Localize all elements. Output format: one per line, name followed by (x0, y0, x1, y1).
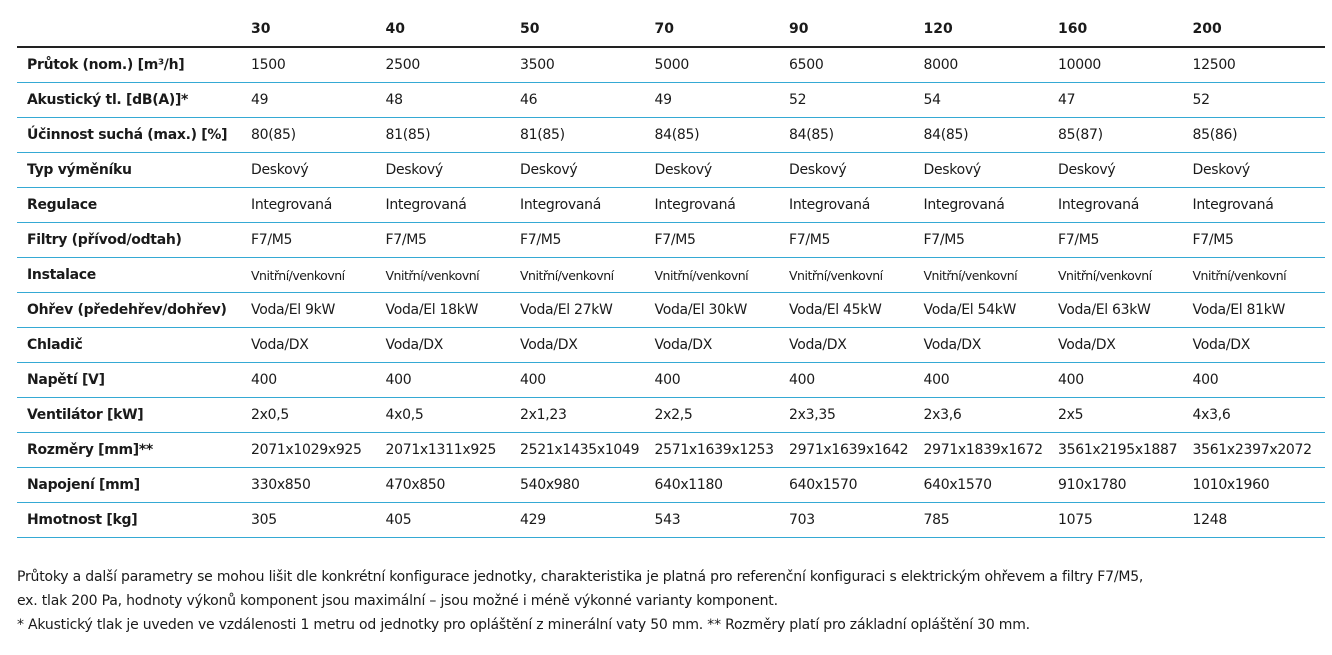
table-cell: F7/M5 (518, 223, 653, 258)
note-parameters-cont: ex. tlak 200 Pa, hodnoty výkonů komponent jsou maximální – jsou možné i méně výkonné varianty komponent. (17, 593, 778, 609)
table-cell: 5000 (653, 47, 788, 83)
table-cell: 6500 (787, 47, 922, 83)
row-label: Ventilátor [kW] (17, 398, 249, 433)
table-cell: Deskový (1056, 153, 1191, 188)
table-cell: 54 (922, 83, 1057, 118)
table-cell: F7/M5 (653, 223, 788, 258)
table-cell: 2x0,5 (249, 398, 384, 433)
column-header: 70 (653, 12, 788, 47)
table-cell: 305 (249, 503, 384, 538)
table-cell: Integrovaná (787, 188, 922, 223)
table-cell: 52 (787, 83, 922, 118)
table-row (17, 328, 1325, 363)
table-cell: 2500 (384, 47, 519, 83)
table-cell: 543 (653, 503, 788, 538)
table-cell: 785 (922, 503, 1057, 538)
table-cell: Voda/El 45kW (787, 293, 922, 328)
table-row (17, 188, 1325, 223)
table-row (17, 118, 1325, 153)
table-row (17, 223, 1325, 258)
table-cell: F7/M5 (787, 223, 922, 258)
table-cell: 47 (1056, 83, 1191, 118)
table-cell: 400 (787, 363, 922, 398)
table-cell: Vnitřní/venkovní (249, 258, 384, 293)
footnotes (17, 565, 1317, 637)
table-cell: Deskový (518, 153, 653, 188)
table-cell: Integrovaná (922, 188, 1057, 223)
table-cell: Vnitřní/venkovní (787, 258, 922, 293)
table-cell: Integrovaná (653, 188, 788, 223)
table-cell: 2971x1639x1642 (787, 433, 922, 468)
table-cell: 2071x1311x925 (384, 433, 519, 468)
table-cell: 429 (518, 503, 653, 538)
row-label: Průtok (nom.) [m³/h] (17, 47, 249, 83)
column-header: 50 (518, 12, 653, 47)
table-cell: Voda/DX (518, 328, 653, 363)
table-cell: Vnitřní/venkovní (518, 258, 653, 293)
table-cell: 405 (384, 503, 519, 538)
table-cell: 4x3,6 (1191, 398, 1326, 433)
column-header: 160 (1056, 12, 1191, 47)
row-label: Akustický tl. [dB(A)]* (17, 83, 249, 118)
table-cell: Voda/DX (384, 328, 519, 363)
table-cell: 400 (1056, 363, 1191, 398)
table-cell: 2071x1029x925 (249, 433, 384, 468)
column-header: 200 (1191, 12, 1326, 47)
table-cell: 2971x1839x1672 (922, 433, 1057, 468)
table-cell: Voda/DX (787, 328, 922, 363)
table-cell: 81(85) (518, 118, 653, 153)
table-cell: Voda/El 63kW (1056, 293, 1191, 328)
table-cell: Integrovaná (384, 188, 519, 223)
table-cell: 81(85) (384, 118, 519, 153)
table-cell: 2x3,35 (787, 398, 922, 433)
table-cell: 2x3,6 (922, 398, 1057, 433)
table-cell: Vnitřní/venkovní (1056, 258, 1191, 293)
table-cell: Voda/DX (653, 328, 788, 363)
table-cell: Voda/El 18kW (384, 293, 519, 328)
table-cell: 49 (653, 83, 788, 118)
table-cell: 1010x1960 (1191, 468, 1326, 503)
table-row (17, 468, 1325, 503)
table-cell: 2x2,5 (653, 398, 788, 433)
row-label: Napojení [mm] (17, 468, 249, 503)
header-corner (17, 12, 249, 47)
table-cell: Vnitřní/venkovní (384, 258, 519, 293)
table-cell: 400 (249, 363, 384, 398)
table-cell: Integrovaná (1191, 188, 1326, 223)
specification-table (17, 12, 1325, 538)
table-cell: 10000 (1056, 47, 1191, 83)
table-cell: 330x850 (249, 468, 384, 503)
row-label: Filtry (přívod/odtah) (17, 223, 249, 258)
table-cell: Vnitřní/venkovní (1191, 258, 1326, 293)
table-cell: 46 (518, 83, 653, 118)
note-acoustic-dimensions: * Akustický tlak je uveden ve vzdálenosti 1 metru od jednotky pro opláštění z minerální vaty 50 mm. ** Rozměry platí pro základní opláštění 30 mm. (17, 617, 1030, 633)
table-cell: Deskový (249, 153, 384, 188)
column-header: 40 (384, 12, 519, 47)
table-cell: F7/M5 (384, 223, 519, 258)
table-cell: Voda/El 54kW (922, 293, 1057, 328)
table-cell: Deskový (384, 153, 519, 188)
table-cell: 400 (922, 363, 1057, 398)
table-cell: Deskový (922, 153, 1057, 188)
table-cell: 2521x1435x1049 (518, 433, 653, 468)
table-cell: Voda/DX (922, 328, 1057, 363)
table-cell: 85(87) (1056, 118, 1191, 153)
row-label: Regulace (17, 188, 249, 223)
table-cell: 80(85) (249, 118, 384, 153)
row-label: Ohřev (předehřev/dohřev) (17, 293, 249, 328)
table-cell: 1248 (1191, 503, 1326, 538)
table-cell: 703 (787, 503, 922, 538)
table-cell: Deskový (653, 153, 788, 188)
table-cell: Integrovaná (249, 188, 384, 223)
table-cell: Deskový (787, 153, 922, 188)
table-cell: F7/M5 (1056, 223, 1191, 258)
table-cell: F7/M5 (1191, 223, 1326, 258)
table-cell: 400 (653, 363, 788, 398)
table-row (17, 293, 1325, 328)
table-row (17, 258, 1325, 293)
table-cell: 540x980 (518, 468, 653, 503)
table-cell: 910x1780 (1056, 468, 1191, 503)
table-cell: 400 (384, 363, 519, 398)
table-cell: Vnitřní/venkovní (922, 258, 1057, 293)
table-cell: 12500 (1191, 47, 1326, 83)
table-cell: 640x1570 (922, 468, 1057, 503)
table-cell: 2x1,23 (518, 398, 653, 433)
table-cell: 3561x2195x1887 (1056, 433, 1191, 468)
table-cell: 84(85) (922, 118, 1057, 153)
table-cell: Voda/El 30kW (653, 293, 788, 328)
header-row (17, 12, 1325, 47)
table-cell: 84(85) (787, 118, 922, 153)
table-cell: Voda/DX (1056, 328, 1191, 363)
column-header: 90 (787, 12, 922, 47)
table-row (17, 153, 1325, 188)
table-cell: Integrovaná (518, 188, 653, 223)
table-cell: 4x0,5 (384, 398, 519, 433)
row-label: Typ výměníku (17, 153, 249, 188)
table-cell: 3500 (518, 47, 653, 83)
table-cell: Integrovaná (1056, 188, 1191, 223)
note-parameters: Průtoky a další parametry se mohou lišit dle konkrétní konfigurace jednotky, charakteristika je platná pro referenční konfiguraci s elektrickým ohřevem a filtry F7/M5, (17, 569, 1144, 585)
table-cell: 640x1570 (787, 468, 922, 503)
table-cell: 2571x1639x1253 (653, 433, 788, 468)
row-label: Chladič (17, 328, 249, 363)
table-cell: 8000 (922, 47, 1057, 83)
table-cell: 400 (1191, 363, 1326, 398)
table-row (17, 83, 1325, 118)
table-cell: F7/M5 (922, 223, 1057, 258)
table-row (17, 363, 1325, 398)
column-header: 120 (922, 12, 1057, 47)
table-cell: 85(86) (1191, 118, 1326, 153)
row-label: Účinnost suchá (max.) [%] (17, 118, 249, 153)
column-header: 30 (249, 12, 384, 47)
table-cell: Voda/DX (1191, 328, 1326, 363)
row-label: Instalace (17, 258, 249, 293)
table-cell: 1075 (1056, 503, 1191, 538)
row-label: Hmotnost [kg] (17, 503, 249, 538)
table-cell: Vnitřní/venkovní (653, 258, 788, 293)
table-cell: Voda/El 27kW (518, 293, 653, 328)
table-cell: 400 (518, 363, 653, 398)
row-label: Napětí [V] (17, 363, 249, 398)
table-row (17, 398, 1325, 433)
table-cell: F7/M5 (249, 223, 384, 258)
table-cell: 640x1180 (653, 468, 788, 503)
table-row (17, 47, 1325, 83)
table-cell: Voda/El 9kW (249, 293, 384, 328)
table-body (17, 47, 1325, 538)
row-label: Rozměry [mm]** (17, 433, 249, 468)
table-cell: 1500 (249, 47, 384, 83)
table-cell: Voda/El 81kW (1191, 293, 1326, 328)
table-cell: Deskový (1191, 153, 1326, 188)
table-cell: Voda/DX (249, 328, 384, 363)
table-cell: 48 (384, 83, 519, 118)
table-cell: 84(85) (653, 118, 788, 153)
table-cell: 470x850 (384, 468, 519, 503)
table-cell: 49 (249, 83, 384, 118)
table-cell: 52 (1191, 83, 1326, 118)
table-cell: 2x5 (1056, 398, 1191, 433)
table-cell: 3561x2397x2072 (1191, 433, 1326, 468)
table-row (17, 503, 1325, 538)
table-row (17, 433, 1325, 468)
